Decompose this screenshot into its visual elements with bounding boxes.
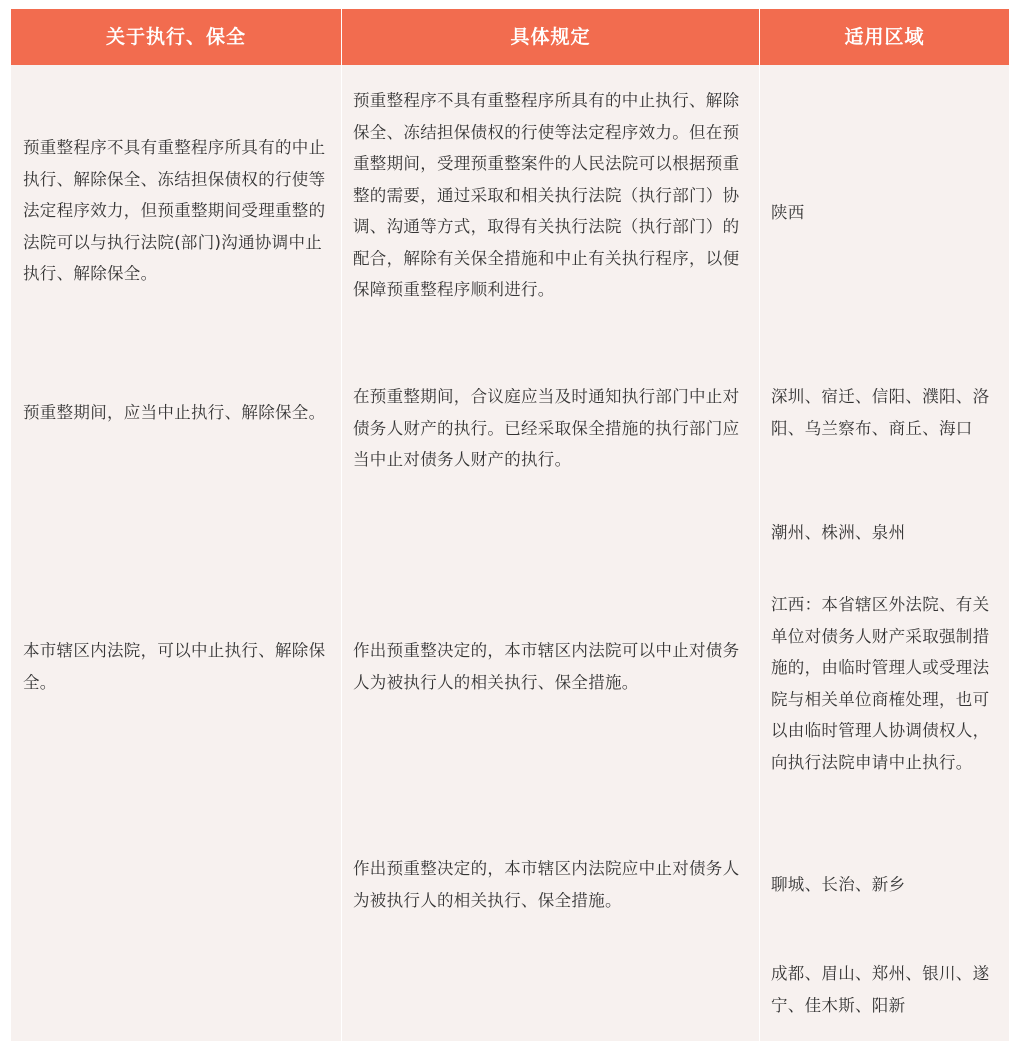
row-1-topic: 预重整程序不具有重整程序所具有的中止执行、解除保全、冻结担保债权的行使等法定程序效力，但预重整期间受理重整的法院可以与执行法院(部门)沟通协调中止执行、解除保全。 xyxy=(23,138,326,283)
table-header xyxy=(11,9,1009,65)
header-topic: 关于执行、保全 xyxy=(105,26,246,48)
row-2-region: 深圳、宿迁、信阳、濮阳、洛阳、乌兰察布、商丘、海口 xyxy=(771,387,990,438)
header-rule: 具体规定 xyxy=(510,26,591,48)
row-4-topic: 本市辖区内法院，可以中止执行、解除保全。 xyxy=(23,641,326,692)
row-3-region: 潮州、株洲、泉州 xyxy=(771,523,906,542)
row-6-region: 成都、眉山、郑州、银川、遂宁、佳木斯、阳新 xyxy=(771,964,990,1015)
column-divider xyxy=(341,65,342,1041)
row-4-rule: 作出预重整决定的，本市辖区内法院可以中止对债务人为被执行人的相关执行、保全措施。 xyxy=(353,641,740,692)
row-4-region: 江西：本省辖区外法院、有关单位对债务人财产采取强制措施的，由临时管理人或受理法院与相关单位商榷处理，也可以由临时管理人协调债权人，向执行法院申请中止执行。 xyxy=(771,595,990,772)
column-divider xyxy=(759,65,760,1041)
header-region: 适用区域 xyxy=(844,26,925,48)
row-5-rule: 作出预重整决定的，本市辖区内法院应中止对债务人为被执行人的相关执行、保全措施。 xyxy=(353,859,740,910)
row-5-region: 聊城、长治、新乡 xyxy=(771,875,906,894)
row-1-rule: 预重整程序不具有重整程序所具有的中止执行、解除保全、冻结担保债权的行使等法定程序效力。但在预重整期间，受理预重整案件的人民法院可以根据预重整的需要，通过采取和相关执行法院（执行部门）协调、沟通等方式，取得有关执行法院（执行部门）的配合，解除有关保全措施和中止有关执行程序，以便保障预重整程序顺利进行。 xyxy=(353,91,740,299)
row-1-region: 陕西 xyxy=(771,203,805,222)
row-2-topic: 预重整期间，应当中止执行、解除保全。 xyxy=(23,403,326,422)
regulation-table xyxy=(11,9,1009,1041)
row-2-rule: 在预重整期间，合议庭应当及时通知执行部门中止对债务人财产的执行。已经采取保全措施的执行部门应当中止对债务人财产的执行。 xyxy=(353,387,740,469)
